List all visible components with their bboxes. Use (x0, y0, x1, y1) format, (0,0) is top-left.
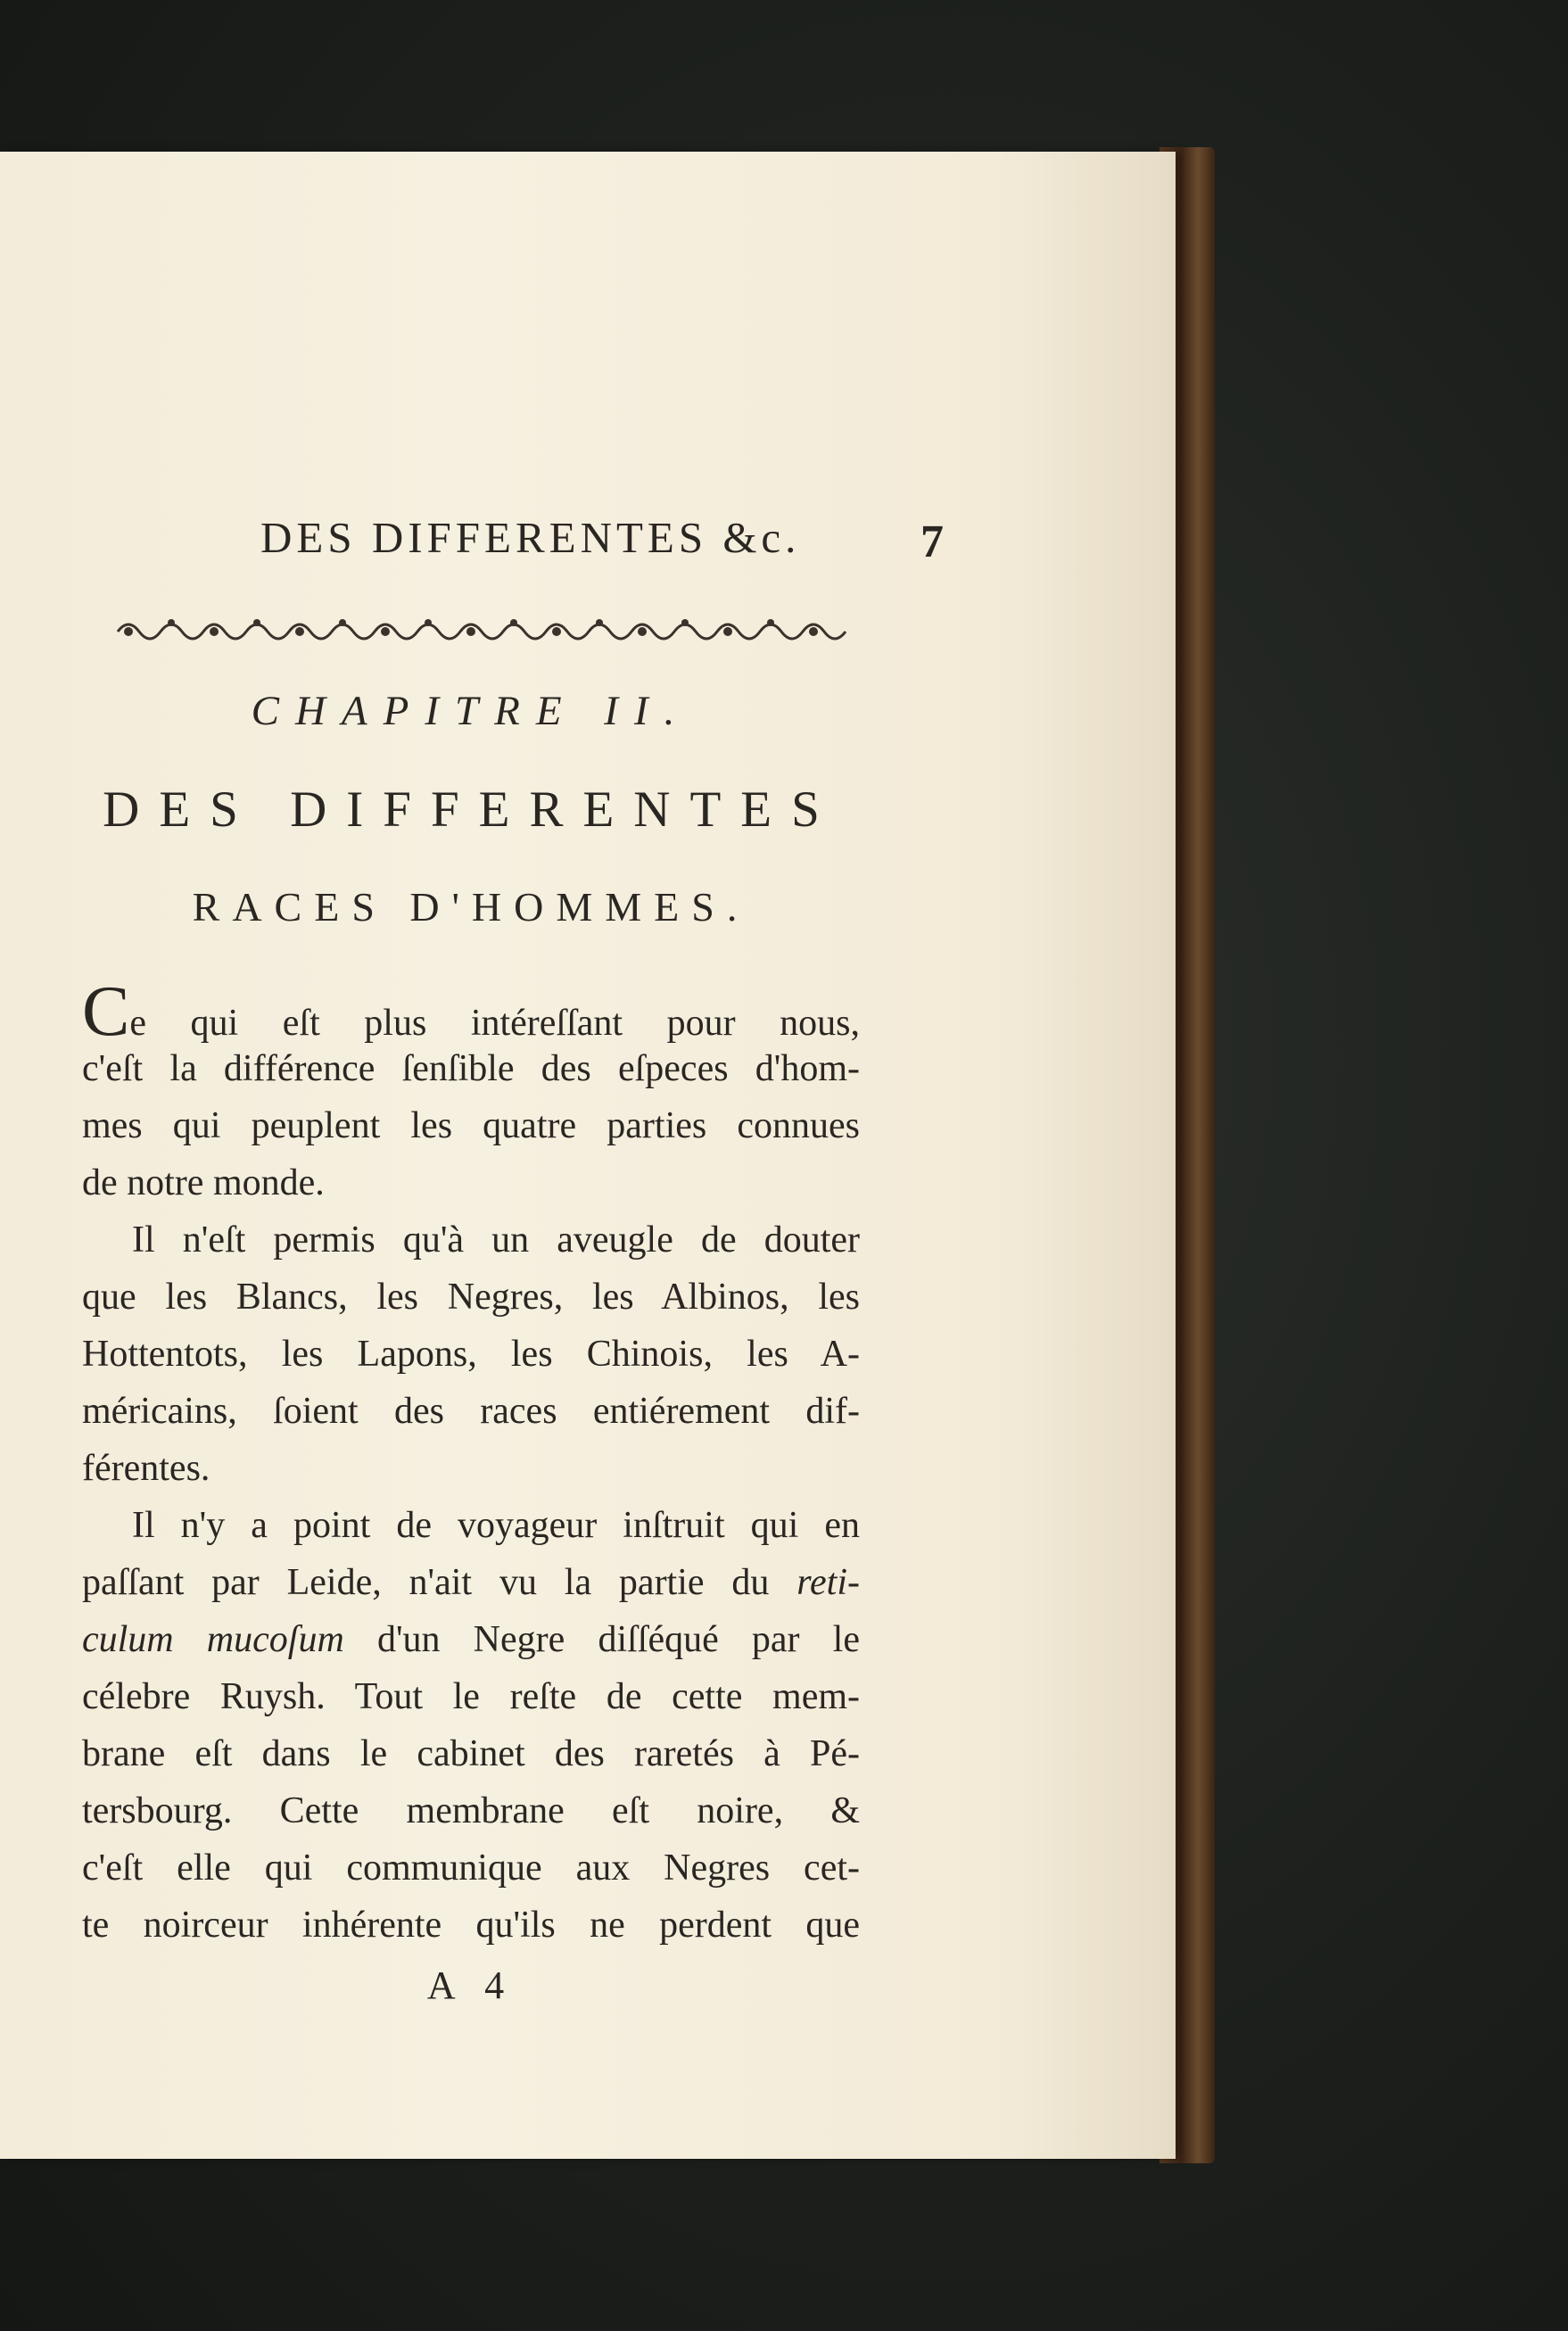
text-line: tersbourg. Cette membrane eſt noire, & (82, 1790, 860, 1831)
ornament-band (109, 607, 849, 651)
text-line: méricains, ſoient des races entiérement dif- (82, 1391, 860, 1432)
text-line: Hottentots, les Lapons, les Chinois, les A- (82, 1334, 860, 1375)
book-page (0, 152, 1176, 2159)
text-line: Il n'eſt permis qu'à un aveugle de douter (132, 1219, 860, 1261)
italic-term: reti- (796, 1562, 860, 1603)
text-line: célebre Ruysh. Tout le reſte de cette mem- (82, 1676, 860, 1717)
chapter-title-line-1: DES DIFFERENTES (103, 781, 839, 838)
text-line: brane eſt dans le cabinet des raretés à Pé- (82, 1733, 860, 1774)
text-line (82, 972, 860, 1051)
text-line: Il n'y a point de voyageur inſtruit qui en (132, 1505, 860, 1546)
text-line: de notre monde. (82, 1162, 325, 1203)
text-line (82, 1561, 860, 1618)
text-line-part: paſſant par Leide, n'ait vu la partie du (82, 1562, 770, 1603)
text-line-part: d'un Negre diſſéqué par le (376, 1619, 860, 1660)
drop-cap: C (82, 972, 130, 1051)
text-line-part: e qui eſt plus intéreſſant pour nous, (129, 1003, 860, 1044)
page-number: 7 (920, 517, 944, 567)
signature-mark: A 4 (426, 1963, 516, 2007)
italic-term: culum mucoſum (82, 1619, 344, 1660)
text-line: mes qui peuplent les quatre parties connues (82, 1105, 860, 1146)
text-line (82, 1618, 860, 1675)
running-head-title: DES DIFFERENTES &c. (260, 513, 801, 562)
text-line: te noirceur inhérente qu'ils ne perdent que (82, 1905, 860, 1946)
chapter-title-line-2: RACES D'HOMMES. (192, 884, 750, 930)
text-line: que les Blancs, les Negres, les Albinos, les (82, 1277, 860, 1318)
chapter-heading: CHAPITRE II. (251, 688, 691, 734)
running-head (180, 508, 949, 580)
text-line: férentes. (82, 1448, 210, 1489)
text-line: c'eſt la différence ſenſible des eſpeces d'hom- (82, 1048, 860, 1089)
text-line: c'eſt elle qui communique aux Negres cet- (82, 1847, 860, 1889)
